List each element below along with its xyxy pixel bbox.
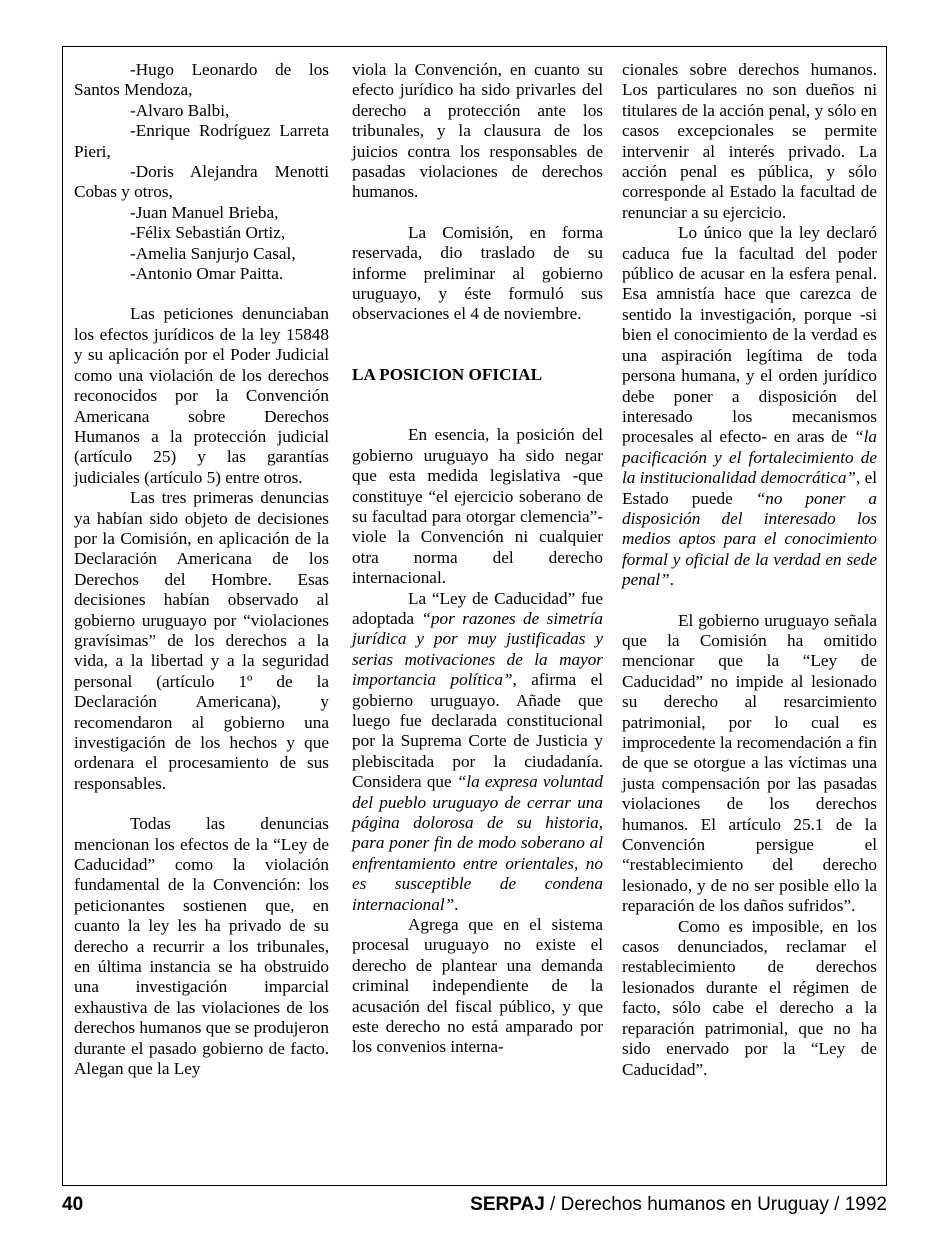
paragraph: Lo único que la ley declaró caduca fue la facultad del poder público de acusar en la esfera penal. Esa amnistía hace que carezca de sentido la investigación, porque -si bien el conocimiento de la verdad es una aspiración legítima de toda persona humana, y el orden jurídico debe poner a disposición del interesado los mecanismos procesales al efecto- en aras de “la pacificación y el fortalecimiento de la institucionalidad democrática”, el Estado puede “no poner a disposición del interesado los medios aptos para el conocimiento formal y oficial de la verdad en sede penal”. <box>622 223 878 590</box>
paragraph: Las tres primeras denuncias ya habían sido objeto de decisiones por la Comisión, en aplicación de la Declaración Americana de los Derechos del Hombre. Esas decisiones habían observado al gobierno uruguayo por “violaciones gravísimas” de los derechos a la vida, a la libertad y a la seguridad personal (artículo 1º de la Declaración Americana), y recomendaron al gobierno una investigación de los hechos y que ordenara el procesamiento de sus responsables. <box>74 488 329 793</box>
paragraph: cionales sobre derechos humanos. Los particulares no son dueños ni titulares de la acción penal, y sólo en casos excepcionales se permite intervenir al interés privado. La acción penal es pública, y sólo corresponde al Estado la facultad de renunciar a su ejercicio. <box>622 60 877 222</box>
column-3 <box>622 60 877 1080</box>
name-item: -Hugo Leonardo de los Santos Mendoza, <box>74 60 329 100</box>
paragraph: viola la Convención, en cuanto su efecto jurídico ha sido privarles del derecho a protección ante los tribunales, y la clausura de los juicios contra los responsables de pasadas violaciones de derechos humanos. <box>352 60 603 202</box>
page-footer <box>62 1194 887 1220</box>
name-item: -Enrique Rodríguez Larreta Pieri, <box>74 121 329 161</box>
section-heading: LA POSICION OFICIAL <box>352 364 543 384</box>
page-number: 40 <box>62 1194 84 1215</box>
publisher: SERPAJ <box>470 1194 545 1215</box>
name-item: -Amelia Sanjurjo Casal, <box>130 243 296 263</box>
quote: “la pacificación y el fortalecimiento de la institucionalidad democrática” <box>622 427 877 488</box>
paragraph: La “Ley de Caducidad” fue adoptada “por razones de simetría jurídica y por muy justificadas y serias motivaciones de la mayor importancia política”, afirma el gobierno uruguayo. Añade que luego fue declarada constitucional por la Suprema Corte de Justicia y plebiscitada por la ciudadanía. Considera que “la expresa voluntad del pueblo uruguayo de cerrar una página dolorosa de su historia, para poner fin de modo soberano al enfrentamiento entre orientales, no es susceptible de condena internacional”. <box>352 588 603 914</box>
name-item: -Juan Manuel Brieba, <box>130 202 279 222</box>
paragraph: Agrega que en el sistema procesal uruguayo no existe el derecho de plantear una demanda criminal independiente de la acusación del fiscal público, y que este derecho no está amparado por los convenios interna- <box>352 915 603 1057</box>
paragraph: En esencia, la posición del gobierno uruguayo ha sido negar que esta medida legislativa -que constituye “el ejercicio soberano de su facultad para otorgar clemencia”- viole la Convención ni cualquier otra norma del derecho internacional. <box>352 425 603 588</box>
name-item: -Doris Alejandra Menotti Cobas y otros, <box>74 162 329 202</box>
column-1 <box>74 60 329 1080</box>
paragraph: Todas las denuncias mencionan los efectos de la “Ley de Caducidad” como la violación fundamental de la Convención: los peticionantes sostienen que, en cuanto la ley les ha privado de su derecho a recurrir a los tribunales, en última instancia se ha obstruido una investigación imparcial exhaustiva de las violaciones de los derechos humanos que se produjeron durante el pasado gobierno de facto. Alegan que la Ley <box>74 814 329 1079</box>
name-item: -Alvaro Balbi, <box>130 100 230 120</box>
paragraph: Las peticiones denunciaban los efectos jurídicos de la ley 15848 y su aplicación por el Poder Judicial como una violación de los derechos reconocidos por la Convención Americana sobre Derechos Humanos a la protección judicial (artículo 25) y las garantías judiciales (artículo 5) entre otros. <box>74 304 329 487</box>
name-item: -Antonio Omar Paitta. <box>130 264 284 284</box>
column-2 <box>352 60 603 1058</box>
paragraph: Como es imposible, en los casos denunciados, reclamar el restablecimiento de derechos lesionados durante el régimen de facto, sólo cabe el derecho a la reparación patrimonial, que no ha sido enervado por la “Ley de Caducidad”. <box>622 916 877 1079</box>
running-title: SERPAJ / Derechos humanos en Uruguay / 1992 <box>470 1194 887 1215</box>
quote: “la expresa voluntad del pueblo uruguayo de cerrar una página dolorosa de su historia, para poner fin de modo soberano al enfrentamiento entre orientales, no es susceptible de condena internacional” <box>352 772 603 914</box>
quote: “no poner a disposición del interesado los medios aptos para el conocimiento formal y oficial de la verdad en sede penal” <box>622 488 877 590</box>
name-item: -Félix Sebastián Ortiz, <box>130 223 286 243</box>
paragraph: El gobierno uruguayo señala que la Comisión ha omitido mencionar que la “Ley de Caducidad” no impide al lesionado su derecho al resarcimiento patrimonial, por lo cual es improcedente la recomendación a fin de que se otorgue a las víctimas una justa compensación por las pasadas violaciones de los derechos humanos. El artículo 25.1 de la Convención persigue el “restablecimiento del derecho lesionado, y de no ser posible ello la reparación de los daños sufridos”. <box>622 610 877 916</box>
paragraph: La Comisión, en forma reservada, dio traslado de su informe preliminar al gobierno uruguayo, y éste formuló sus observaciones el 4 de noviembre. <box>352 222 603 324</box>
quote: “por razones de simetría jurídica y por muy justificadas y serias motivaciones de la mayor importancia política” <box>352 608 603 690</box>
